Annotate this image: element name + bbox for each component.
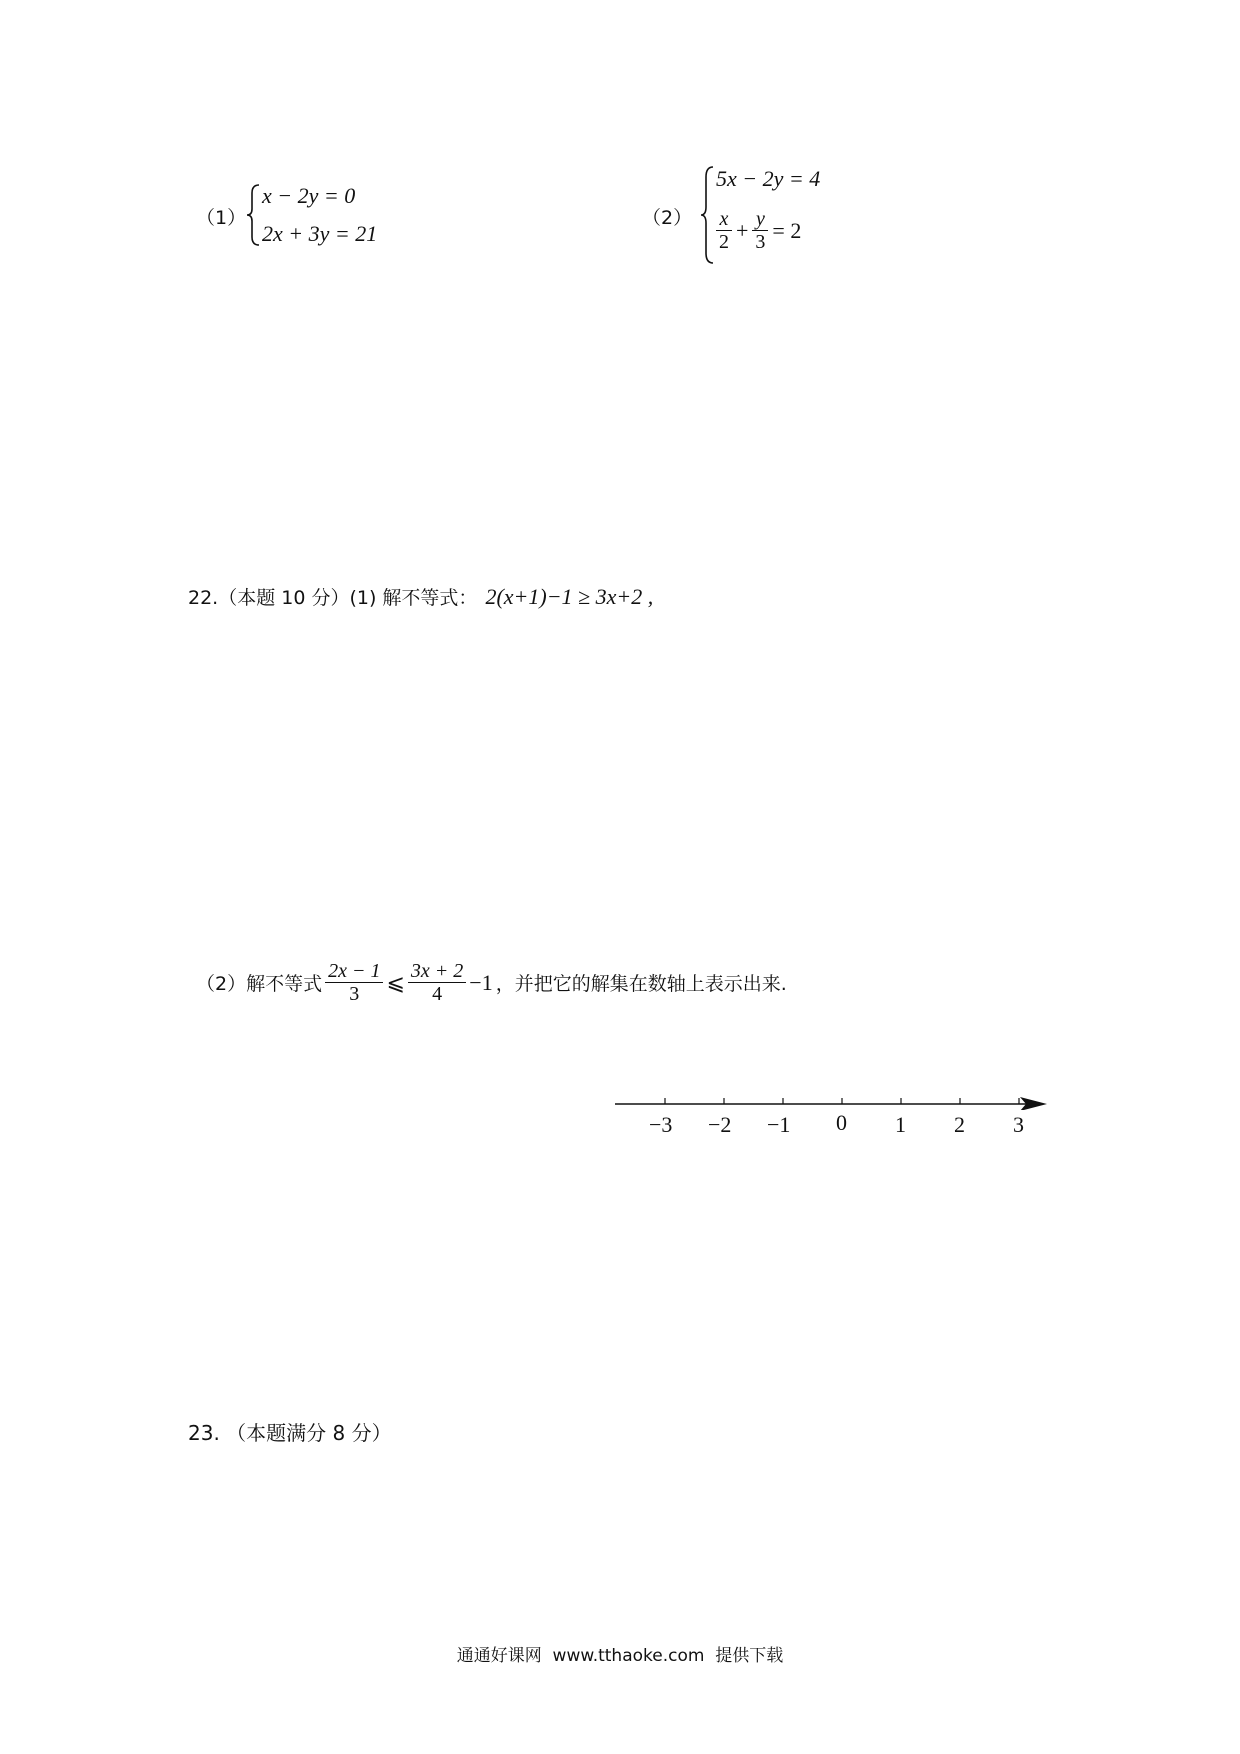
frac-numerator: 3x + 2 xyxy=(408,960,466,983)
q21-part2-brace xyxy=(700,165,716,265)
tick-label: 3 xyxy=(1013,1112,1024,1137)
footer-text: 通通好课网 www.tthaoke.com 提供下载 xyxy=(456,1646,784,1666)
q22-frac-left xyxy=(325,960,383,1005)
tick-label: −1 xyxy=(767,1112,791,1137)
tick-label: −2 xyxy=(708,1112,732,1137)
number-line-axis xyxy=(615,1090,1055,1110)
frac-numerator: 2x − 1 xyxy=(325,960,383,983)
q22-tail: −1 xyxy=(469,969,493,995)
plus-sign: + xyxy=(736,217,749,243)
q22-line2 xyxy=(196,960,787,1005)
q21-part1-label: （1） xyxy=(196,207,247,229)
tick-label: 1 xyxy=(895,1112,906,1137)
q22-frac-right xyxy=(408,960,466,1005)
q21-frac-x-over-2 xyxy=(716,208,732,253)
q21-frac-y-over-3 xyxy=(752,208,768,253)
number-line xyxy=(615,1090,1055,1150)
q21-part1-eq1: x − 2y = 0 xyxy=(262,183,356,208)
q22-line1 xyxy=(188,583,653,610)
tick-label: 0 xyxy=(836,1110,847,1135)
q21-part2-eq2 xyxy=(716,208,801,253)
q22-part2-suffix: ，并把它的解集在数轴上表示出来. xyxy=(495,973,787,995)
frac-numerator: y xyxy=(752,208,768,231)
frac-denominator: 3 xyxy=(349,983,360,1005)
frac-denominator: 2 xyxy=(719,231,729,253)
eq2-rhs: = 2 xyxy=(772,217,802,243)
q23-heading: 23. （本题满分 8 分） xyxy=(188,1421,392,1445)
q21-part2-label: （2） xyxy=(642,207,693,229)
frac-denominator: 3 xyxy=(755,231,766,253)
tick-label: 2 xyxy=(954,1112,965,1137)
q22-heading: 22.（本题 10 分）(1) 解不等式： xyxy=(188,587,478,609)
q22-inequality1: 2(x+1)−1 ≥ 3x+2 , xyxy=(485,584,654,609)
q21-part2-eq1: 5x − 2y = 4 xyxy=(716,166,821,191)
leq-sign: ⩽ xyxy=(386,969,405,995)
q21-part1-brace xyxy=(246,183,262,247)
q21-part1-eq2: 2x + 3y = 21 xyxy=(262,221,378,246)
tick-label: −3 xyxy=(649,1112,673,1137)
q22-part2-prefix: （2）解不等式 xyxy=(196,973,323,995)
frac-numerator: x xyxy=(716,208,732,231)
frac-denominator: 4 xyxy=(432,983,443,1005)
